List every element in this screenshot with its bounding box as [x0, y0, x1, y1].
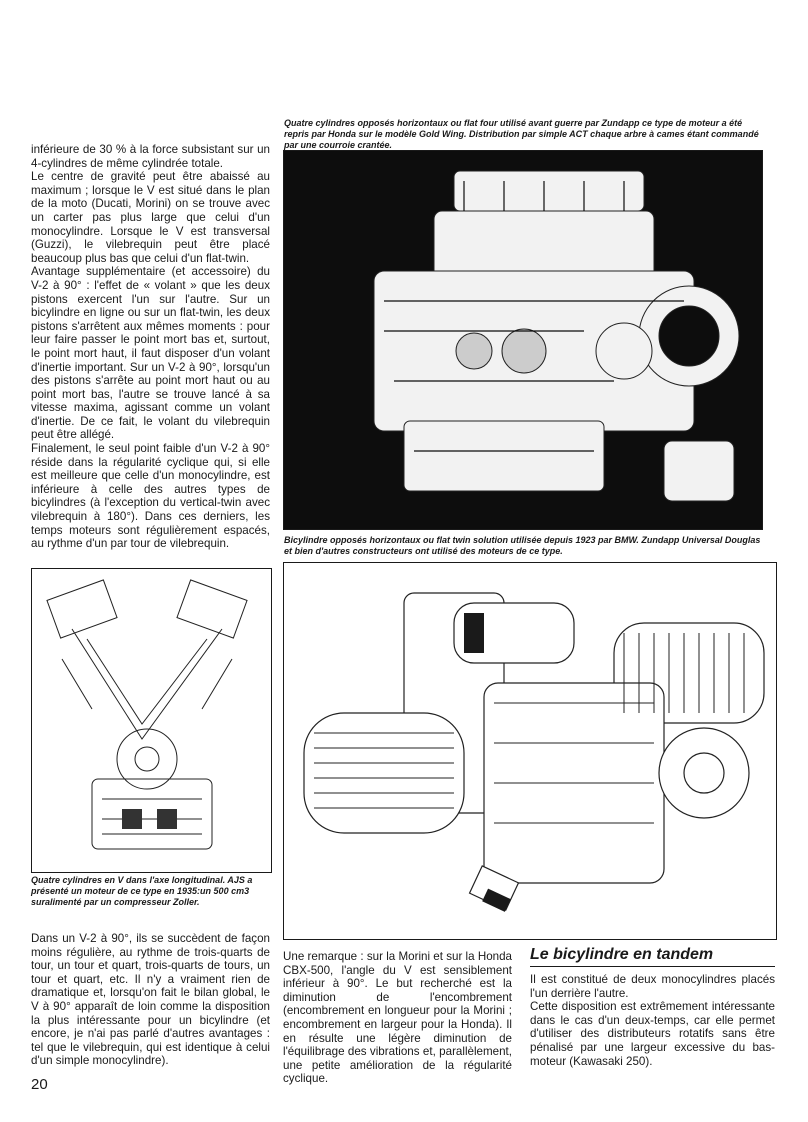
paragraph: Avantage supplémentaire (et accessoire) du V-2 à 90° : l'effet de « volant » que les deux pistons exercent l'un sur l'autre. Sur un bicylindre en ligne ou sur un flat-twin, les deux pistons s'arrêtent aux mêmes moments : pour leur faire passer le point mort bas et, surtout, le point mort haut, il faut disposer d'un volant d'inertie important. Sur un V-2 à 90°, lorsqu'un des pistons s'arrête au point mort haut ou au point mort bas, l'autre se trouve lancé à sa vitesse maxima, agissant comme un volant d'inertie. De ce fait, le volant du vilebrequin peut être allégé. [31, 265, 270, 442]
engine-drawing [284, 151, 762, 529]
engine-drawing [284, 563, 776, 939]
flat-four-caption: Quatre cylindres opposés horizontaux ou flat four utilisé avant guerre par Zundapp ce type de moteur a été repris par Honda sur le modèle Gold Wing. Distribution par simple ACT chaque arbre à cames étant commandé par une courroie crantée. [284, 118, 759, 150]
v-four-caption: Quatre cylindres en V dans l'axe longitudinal. AJS a présenté un moteur de ce type en 1935:un 500 cm3 suralimenté par un compresseur Zoller. [31, 875, 253, 907]
bottom-middle-text: Une remarque : sur la Morini et sur la Honda CBX-500, l'angle du V est sensiblement inférieur à 90°. Le but recherché est la diminution de l'encombrement (encombrement en longueur pour la Morini ; encombrement en largeur pour la Honda). Il en résulte une légère diminution de l'équilibrage des vibrations et, parallèlement, une petite amélioration de la régularité cyclique. [283, 950, 512, 1086]
tandem-section [530, 946, 775, 1068]
section-heading: Le bicylindre en tandem [530, 946, 775, 967]
paragraph: Il est constitué de deux monocylindres placés l'un derrière l'autre. [530, 973, 775, 1000]
flat-four-engine-illustration [283, 150, 763, 530]
page-number: 20 [31, 1076, 48, 1093]
flat-twin-engine-illustration [283, 562, 777, 940]
paragraph: Finalement, le seul point faible d'un V-2 à 90° réside dans la régularité cyclique qui, si elle est meilleure que celle d'un monocylindre, est inférieure à celle des autres types de bicylindres (à l'exception du vertical-twin avec vilebrequin à 180°). Dans ces derniers, les temps moteurs sont régulièrement espacés, au rythme d'un par tour de vilebrequin. [31, 442, 270, 551]
paragraph: inférieure de 30 % à la force subsistant sur un 4-cylindres de même cylindrée totale. [31, 143, 270, 170]
paragraph: Cette disposition est extrêmement intéressante dans le cas d'un deux-temps, car elle permet d'utiliser des distributeurs rotatifs sans être pénalisé par une largeur excessive du bas-moteur (Kawasaki 250). [530, 1000, 775, 1068]
engine-drawing [32, 569, 271, 872]
flat-twin-caption: Bicylindre opposés horizontaux ou flat twin solution utilisée depuis 1923 par BMW. Zundapp Universal Douglas et bien d'autres constructeurs ont utilisé des moteurs de ce type. [284, 535, 761, 556]
left-column-text [31, 143, 270, 551]
v-four-engine-illustration [31, 568, 272, 873]
bottom-left-text: Dans un V-2 à 90°, ils se succèdent de façon moins régulière, au rythme de trois-quarts de tour, un tour et quart, trois-quarts de tours, un tour et quart, etc. Il n'y a vraiment rien de dramatique et, lorsqu'on fait le bilan global, le V à 90° apparaît de loin comme la disposition la plus intéressante pour un bicylindre (et encore, je n'ai pas parlé d'autres avantages : tel que le vilebrequin, qui est identique à celui d'un simple monocylindre). [31, 932, 270, 1068]
paragraph: Le centre de gravité peut être abaissé au maximum ; lorsque le V est situé dans le plan de la moto (Ducati, Morini) on se trouve avec un carter pas plus large que celui d'un monocylindre. Lorsque le V est transversal (Guzzi), le vilebrequin peut être placé beaucoup plus bas que celui d'un flat-twin. [31, 170, 270, 265]
